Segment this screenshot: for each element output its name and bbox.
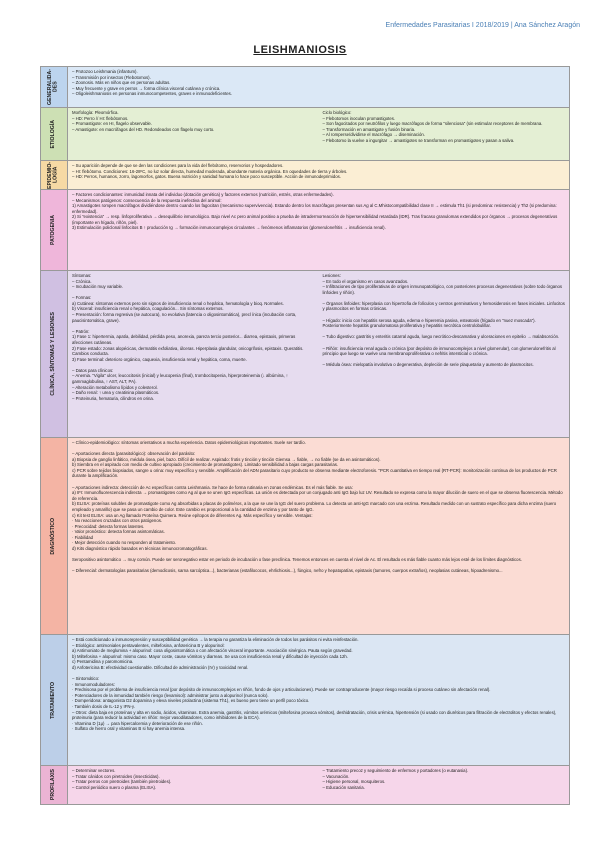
profilaxis-left [72, 768, 315, 802]
text-line: · También dosis de IL-12 y IFN-γ. [72, 703, 136, 709]
section-label: ETIOLOGÍA [50, 119, 57, 149]
text-line: 3) Estimulación policlonal linfocitos B ↑ producción Ig → formación inmunocomplejos circulantes → fenómenos inflamatorios (glomerulonefritis → insuficiencia renal). [72, 225, 386, 231]
text-line: · Inmunomoduladores: [72, 681, 115, 687]
text-line: b) Visceral: insuficiencia renal o hepática, coagulación... Sin síntomas externos. [72, 306, 224, 312]
section-content [68, 766, 569, 804]
text-line: · Potenciadores de la inmunidad también riesgo (levamisol): administrar junto a alopurinol (nunca solo). [72, 692, 269, 698]
text-line: · Precocidad: detecta formas latentes. [72, 523, 145, 529]
row-tratamiento [40, 635, 570, 766]
section-content [68, 271, 569, 437]
text-line: Síntomas: [72, 273, 92, 278]
text-line: a) IFI: Inmunofluorescencia indirecta → promastigotes como Ag al que se unen IgG específicas. La unión es detectada por un conjugado anti IgG bajo luz UV. Resultado se expresa como la mayor dilución de suero en el que se observa fluorescencia. Método de referencia. [72, 490, 563, 501]
text-line: – Mecanismos patógenos: consecuencia de la respuesta inefectiva del animal: [72, 197, 222, 203]
text-line: – HD: Perro // HI: flebótomos. [72, 115, 129, 121]
summary-table [40, 66, 570, 805]
text-line: – Clínico-epidemiológico: síntomas orientativos a mucha experiencia. Datos epidemiológicos importantes. Suele ser tardío. [72, 440, 306, 445]
text-line: – Al romperse/dividirse el macrófago → diseminación. [322, 132, 425, 138]
text-line: – Presentación: forma regresiva (se autocura), no evolutiva (latencia o oligosintomática), precl ínica (incubación corta, paucisintomática, grave). [72, 312, 297, 323]
text-line: – Oligoleishmaniosis en personas inmunocompetentes, graves e inmunodeficientes. [72, 91, 233, 97]
row-patogenia [40, 190, 570, 271]
text-line: – Tratar cánidos con piretroides (insecticidas). [72, 773, 160, 779]
section-content [68, 438, 569, 634]
text-line: · Prednisona por el problema de insuficiencia renal (por depósito de inmunocomplejos en riñón, fondo de ojos y articulaciones). Puede ser contraproducente (mayor riesgo recaída si proceso cutáneo sin afectación renal). [72, 687, 491, 693]
text-line: b) Miltefosina + alopurinol: mismo caso. Mayor coste, cause vómitos y diarreas. Se usa con insuficiencia renal y dificultad de inyección cada 12h. [72, 653, 348, 659]
text-line: – HI: flebótomo. Condiciones: 16-28ºC, no luz solar directa, humedad moderada, abundante materia orgánica. En oquedades de tierra y árboles. [72, 168, 348, 174]
text-line: – Órganos linfoides: hiperplasia con hipertrofia de folículos y centros germinativos y hemosiderosis en fases iniciales. Linfocitos y plasmocitos en formas crónicas. [322, 300, 565, 312]
text-line: – Flebotomos inoculan promastigotes. [322, 115, 396, 121]
text-line: c) Pentamidina y paromomicina. [72, 659, 134, 665]
text-line: – Patrón: [72, 328, 90, 334]
section-content [68, 190, 569, 270]
text-line: – Sintomático: [72, 676, 100, 682]
text-line: – Aportaciones indirecta: detección de Ac específicos contra Leishmania. Se hace de forma rutinaria en zonas endémicas. Es el más fiable. Se usa: [72, 484, 353, 490]
text-line: 2) Si "existencia" → resp. linfoproliferativa → desequilibrio inmunológico. Bajo nivel Ac pero animal positivo a prueba de intradermorreacción de hipersensibilidad retardada (IDR). Tras fracaso granulomas extendidos por órganos → procesos degenerativos (importante en hígado, riñón, piel). [72, 214, 558, 225]
text-line: – HD: Perros, humanos, zorro, lagomorfos, gatos. Buena nutrición y sanidad humana lo hace poco susceptible. Acción de inmunodeprimidos. [72, 174, 341, 180]
text-line: – Transmisión por insectos (Flebotomos). [72, 74, 151, 80]
text-line: – Infiltraciones de tipo proliferativas de origen inmunopatológico, con posteriores procesos degenerativos (sobre todo órganos linfoides y riñón). [322, 284, 563, 295]
text-line: 3) Fase terminal: deterioro orgánico, caquexia, insuficiencia renal y hepática, coma, muerte. [72, 356, 247, 362]
section-content [68, 67, 569, 107]
text-line: – Está condicionado a inmunorepresión y susceptibilidad genética → la terapia no garantiza la eliminación de todos los parásitos ni evita reinfestación. [72, 637, 359, 642]
section-label: CLÍNICA, SÍNTOMAS Y LESIONES [50, 312, 57, 396]
text-line: – Datos para clínicos: [72, 367, 114, 373]
text-line: – Etiológico: antimoniales pentavalentes, miltefosina, anfotericina B y alopurinol: [72, 642, 225, 648]
row-etiologia [40, 108, 570, 161]
text-line: d) Kits diagnóstico rápido basados en técnicas inmunocromatográficas. [72, 545, 208, 551]
text-line: – Promastigote: en HI, flagelo observable. [72, 121, 153, 127]
text-line: c) Kit test ELISA: usa un Ag llamado Proteína Quimera. Reúne epítopos de diferentes Ag. Más específico y sensible. Ventajas: [72, 512, 313, 518]
text-line: 1) Fase 1: hipertermia, apatía, debilidad, pérdida peso, anorexia, pareza tercio posterior... diarrea, epistaxis, primeras afecciones cutáneas. [72, 334, 296, 345]
text-line: – Amastigote: en macrófagos del HD. Redondeados con flagelo muy corto. [72, 126, 215, 132]
text-line: – Educación sanitaria. [322, 784, 365, 790]
text-line: – Incubación muy variable. [72, 284, 124, 290]
section-label: GENERALIDA-DES [47, 68, 59, 106]
text-line: – Vacunación. [322, 773, 350, 779]
text-line: – Diferencial: dermatologías parasitarias (demodicosis, sarna sarcóptica...), bacterianas (estafilococos, ehrlichiosis...), fúngico, nefro y hepatopatías, epistaxis (tumores, cuerpos extraños), neoplasias cutáneas, hipoadrenismo... [72, 568, 503, 574]
etiologia-morfologia [72, 110, 315, 158]
text-line: Ciclo biológico: [322, 110, 352, 115]
text-line: – Su aparición depende de que se den las condiciones para la vida del flebótomo, reservorios y hospedadores. [72, 163, 284, 168]
text-line: – Tratamiento precoz y seguimiento de enfermos y portadores (o eutanasia). [322, 768, 469, 773]
row-profilaxis [40, 766, 570, 805]
text-line: b) Siembra en el aspirado con medio de cultivo apropiado (crecimiento de promastigotes). Limitado sensibilidad a bajas cargas parasitarias. [72, 462, 339, 468]
text-line: – Formas: [72, 295, 92, 301]
text-line: Morfología: Pleomórfica. [72, 110, 119, 115]
text-line: · Domperidona: antagonista D2 dopamina y eleva niveles prolactina (sistema Th1), es bueno pero tiene un perfil poco tóxico. [72, 698, 310, 704]
text-line: · No reacciones cruzadas con otros patógenos. [72, 518, 163, 524]
section-label: EPIDEMIO-LOGÍA [47, 161, 59, 189]
text-line: – Aportaciones directa (parasitológico): observación del parásito: [72, 451, 196, 457]
section-content [68, 161, 569, 189]
text-line: – Control periódico suero o plasma (ELISA). [72, 784, 157, 790]
row-epidemiologia [40, 161, 570, 190]
text-line: – Médula ósea: mielopatía involutiva o degenerativa, depleción de serie plaquetaria y aumento de plasmocitos. [322, 362, 534, 368]
text-line: · Sulfato de hierro oral y vitaminas B si hay anemia intensa. [72, 726, 186, 732]
text-line: · Fiabilidad [72, 534, 94, 540]
text-line: – Tratar perros con piretroides (también piretroides). [72, 779, 172, 785]
text-line: – Muy frecuente y grave en perros → forma clínica visceral cutánea y crónica. [72, 85, 221, 91]
clinica-sintomas [72, 273, 315, 435]
text-line: – Higiene personal, mosquiteros. [322, 779, 386, 785]
text-line: – Otros: dieta baja en proteínas y alta en sodio, ácidos, vitaminas. Extra anemia, gastritis, vómitos urémicos (miltefosina provoca vómitos), deshidratación, crisis urémica, hipertensión (si usado con diuréticos para filtración de electrolitos y efectos renales), proteinuria (para reducir la actividad en riñón: mejor vasodilatadores, como inhibidores de la ECA). [72, 709, 557, 721]
etiologia-ciclo [323, 110, 566, 158]
text-line: – Factores condicionantes: inmunidad innata del individuo (dotación genética) y factores externos (nutrición, estrés, otras enfermedades). [72, 192, 334, 197]
text-line: – En todo el organismo en casos avanzados. [322, 278, 409, 284]
profilaxis-right [323, 768, 566, 802]
text-line: – Anemia. "Vigila" ulcer, leucocitosis (inicial) y leucopenia (final), trombocitopenia, hiperproteinemia (↓ albúmina, ↑ gammaglobulina, ↑ AST, ALT, PA). [72, 373, 289, 384]
text-line: – Son fagocitados por neutrófilos y luego macrófagos de forma "silenciosa" (sin estimular receptores de membrana. [322, 121, 543, 127]
text-line: – Flebotomo la vuelve a ingurgitar → amastigotes se transforman en promastigotes y pasan a saliva. [322, 137, 515, 143]
text-line: a) Biopsia de ganglio linfático, médula ósea, piel, bazo. Difícil de realizar. Aspirado: frotis y tinción y tinción Giemsa → fiable, → no fiable (se da en asintomáticos). [72, 456, 381, 462]
text-line: – Hígado: inicio con hepatitis serosa aguda, edema e hiperemia pasiva, esteatosis (hígado en "nuez moscada"). Posteriormente hepatitis granulomatosa proliferativa y hepatitis necrótica centrolobulillar. [322, 317, 536, 329]
text-line: · Vitamina D (1μ) → para hipercalcemia y deterioración de ese riñón. [72, 720, 203, 726]
section-label: TRATAMIENTO [50, 681, 57, 719]
text-line: – Alteración metabolismo lípidos y colesterol. [72, 384, 158, 390]
text-line: – Zoonosis. Más en niños que en personas adultas. [72, 80, 171, 86]
text-line: · Valor pronóstico: detecta formas asintomáticas. [72, 529, 165, 535]
text-line: – Transformación en amastigote y fusión binaria. [322, 126, 416, 132]
text-line: Seropositivo asintomático → muy común. Puede ser seronegativo estar en periodo de incubación o fase preclínica. Tenemos entonces en cuenta el nivel de Ac. El resultado es más fiable cuanto más lejos esté de los límites diagnósticos. [72, 557, 522, 563]
text-line: – Determinar vectores. [72, 768, 116, 773]
section-label: PROFILAXIS [50, 769, 57, 801]
text-line: d) Anfotericina B: efectividad cuestionable. Dificultad de administración (IV) y toxicidad renal. [72, 664, 249, 670]
text-line: – Crónica. [72, 278, 92, 284]
text-line: 2) Fase estado: zonas alopécicas, dermatitis exfoliativa, úlceras. Hiperplasia glandular, onicogrifosis, epistaxis. Queratitis. Cambios conducta. [72, 345, 304, 357]
text-line: – Riñón: insuficiencia renal aguda o crónica (por depósito de inmunocomplejos a nivel glomerular), con glomerulonefritis al principio que luego se vuelve una membranoproliferativa o nefritis intersticial o crónica. [322, 345, 556, 357]
section-label: PATOGENIA [50, 215, 57, 245]
text-line: Lesiones: [322, 273, 341, 278]
text-line: b) ELISA: proteínas solubles de promastigote como Ag absorbidas a placas de poliméros, a la que se une la IgG del suero problema. Lo detecta un anti-IgG marcado con una enzima. Resultado medido con un sustrato específico para dicha enzima (suero empleado y amarillo) que se pasa un cambio de color. Este cambio es proporcional a la cantidad de enzima y por tanto de IgG. [72, 501, 557, 512]
clinica-lesiones [323, 273, 566, 435]
row-clinica [40, 271, 570, 438]
row-generalidades [40, 66, 570, 108]
text-line: c) PCR sobre tejidos biopsiados, sangre u orina: muy específico y sensible. Amplificación del ADN parasitario cuyo producto se observa mediante electroforesis. "PCR cuantitativa en tiempo real (RT-PCR): monitorización continua de los productos de PCR durante la amplificación. [72, 467, 557, 479]
text-line: – Proteinuria, hematuria, cilindros en orina. [72, 395, 154, 401]
page-header: Enfermedades Parasitarias I 2018/2019 | Ana Sánchez Aragón [385, 22, 580, 29]
section-content [68, 108, 569, 160]
text-line: a) Antimoniato de meglumina + alopurinol: cosa oligosintomática o con afectación visceral importante. Asociación sinérgica. Pauta según gravedad. [72, 648, 353, 654]
text-line: · Mejor detección cuando no responden al tratamiento. [72, 540, 177, 546]
page-title: LEISHMANIOSIS [253, 44, 347, 56]
text-line: – Daño renal: ↑ urea y creatinina plasmáticos. [72, 390, 160, 396]
row-diagnostico [40, 438, 570, 635]
text-line: a) Cutánea: síntomas externos pero sin signos de insuficiencia renal o hepática, hematología y bioq. Normales. [72, 300, 284, 306]
text-line: 1) Amastigotes rompen macrófagos dividiéndose dentro cuando los fagocitan (mecanismo supervivencia). Estando dentro los macrófagos presentan sus Ag al C.Mhistocompatibilidad clase II → estimula Th1 (si predomina: resistencia) y Th2 (si predomina: enfermedad). [72, 203, 557, 214]
text-line: – Protozoo Leishmania (infantum). [72, 69, 138, 74]
section-content [68, 635, 569, 765]
section-label: DIAGNÓSTICO [50, 517, 57, 555]
text-line: – Tubo digestivo: gastritis y enteritis catarral aguda, luego necrótico-descamativa y ulceraciones en epitelio → malabsorción. [322, 334, 560, 340]
